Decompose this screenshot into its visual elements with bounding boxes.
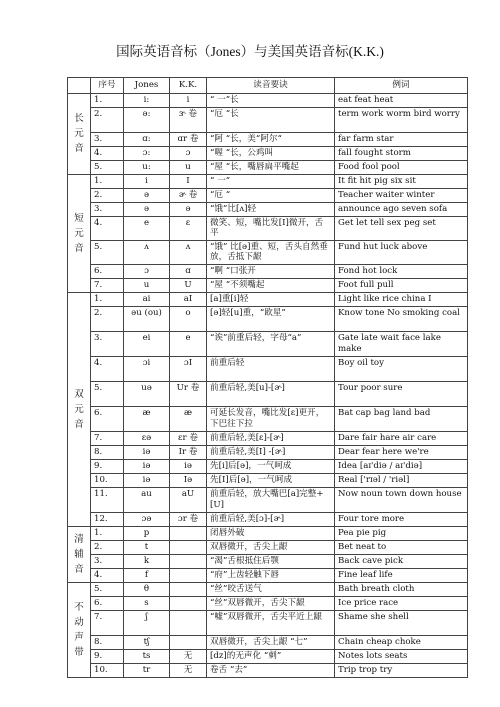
group-label [68,292,91,526]
row-number: 3. [91,554,124,568]
table-row [68,406,468,431]
kk-symbol: I [170,174,207,188]
jones-symbol: i: [124,93,170,107]
kk-symbol: i [170,93,207,107]
example-words: Boy oil toy [335,356,468,381]
kk-symbol: ə [170,202,207,216]
table-row [68,512,468,526]
table-row [68,240,468,264]
row-number: 7. [91,278,124,292]
row-number: 2. [91,540,124,554]
table-row [68,526,468,540]
header-row [68,78,468,94]
kk-symbol: Ir 卷 [170,445,207,459]
row-number: 7. [91,610,124,635]
kk-symbol [170,554,207,568]
table-row [68,188,468,202]
row-number: 4. [91,568,124,582]
kk-symbol: ʌ [170,240,207,264]
jones-symbol: t [124,540,170,554]
pronunciation-tip: [a]重[i]轻 [207,292,335,306]
group-label-text: 清辅音 [74,533,84,575]
example-words: Bet neat to [335,540,468,554]
kk-symbol: ɔ [170,146,207,160]
example-words: Bat cap bag land bad [335,406,468,431]
table-row [68,459,468,473]
group-label-text: 短元音 [74,212,84,254]
example-words: fall fought storm [335,146,468,160]
row-number: 8. [91,635,124,649]
example-words: Notes lots seats [335,649,468,663]
page-title: 国际英语音标（Jones）与美国英语音标(K.K.) [116,44,384,59]
pronunciation-tip: “ 一”长 [207,93,335,107]
kk-symbol: o [170,306,207,331]
table-row [68,202,468,216]
jones-symbol: ə [124,202,170,216]
example-words: far farm star [335,132,468,146]
group-label [68,174,91,292]
example-words: Foot full pull [335,278,468,292]
pronunciation-tip: “诶”前重后轻，字母“a” [207,331,335,356]
pronunciation-tip: 前重后轻 [207,356,335,381]
row-number: 6. [91,264,124,278]
table-row [68,635,468,649]
jones-symbol: iə [124,445,170,459]
row-number: 8. [91,445,124,459]
pronunciation-tip: 先[i]后[ə]，一气呵成 [207,459,335,473]
header-example: 例词 [335,78,468,94]
row-number: 4. [91,146,124,160]
jones-symbol: ts [124,649,170,663]
jones-symbol: ʌ [124,240,170,264]
example-words: Pea pie pig [335,526,468,540]
example-words: Dare fair hare air care [335,431,468,445]
pronunciation-tip: “丝”双唇微开，舌尖下龈 [207,596,335,610]
example-words: Know tone No smoking coal [335,306,468,331]
pronunciation-tip: 微笑、短，嘴比发[I]微开，舌平 [207,216,335,240]
pronunciation-tip: 双唇微开，舌尖上龈 “七” [207,635,335,649]
example-words: Now noun town down house [335,487,468,512]
pronunciation-tip: “喔 “长，公鸡叫 [207,146,335,160]
pronunciation-tip: “府”上齿轻触下唇 [207,568,335,582]
table-row [68,473,468,487]
example-words: Shame she shell [335,610,468,635]
jones-symbol: ɔə [124,512,170,526]
jones-symbol: ʃ [124,610,170,635]
kk-symbol [170,635,207,649]
jones-symbol: u: [124,160,170,174]
row-number: 11. [91,487,124,512]
kk-symbol: æ [170,406,207,431]
pronunciation-tip: 先[I]后[ə]，一气呵成 [207,473,335,487]
pronunciation-tip: “屋 “长，嘴唇扁平嘴起 [207,160,335,174]
table-row [68,93,468,107]
table-row [68,487,468,512]
kk-symbol: ɚ 卷 [170,188,207,202]
table-row [68,264,468,278]
kk-symbol: aI [170,292,207,306]
example-words: Gate late wait face lake make [335,331,468,356]
jones-symbol: au [124,487,170,512]
pronunciation-tip: “厄 “长 [207,107,335,132]
kk-symbol: U [170,278,207,292]
table-row [68,278,468,292]
jones-symbol: ei [124,331,170,356]
jones-symbol: æ [124,406,170,431]
row-number: 12. [91,512,124,526]
header-tip: 读音要诀 [207,78,335,94]
table-row [68,649,468,663]
example-words: Fine leaf life [335,568,468,582]
pronunciation-tip: “屋 “不须嘴起 [207,278,335,292]
example-words: Chain cheap choke [335,635,468,649]
kk-symbol: Iə [170,473,207,487]
table-row [68,306,468,331]
jones-symbol: s [124,596,170,610]
table-row [68,582,468,596]
row-number: 10. [91,663,124,677]
group-label-text: 双元音 [74,388,84,430]
pronunciation-tip: 卷舌 “去” [207,663,335,677]
pronunciation-tip: 前重后轻,美[I] -[ɚ] [207,445,335,459]
pronunciation-tip: “啊 “口张开 [207,264,335,278]
example-words: Bath breath cloth [335,582,468,596]
table-row [68,146,468,160]
jones-symbol: əu (ou) [124,306,170,331]
group-label [68,582,91,677]
pronunciation-tip: “渴”舌根抵住后颚 [207,554,335,568]
row-number: 1. [91,292,124,306]
kk-symbol: ɝ 卷 [170,107,207,132]
jones-symbol: e [124,216,170,240]
pronunciation-tip: [dz]的无声化 “刺” [207,649,335,663]
row-number: 6. [91,406,124,431]
table-row [68,596,468,610]
pronunciation-tip: 前重后轻,美[ɔ]-[ɚ] [207,512,335,526]
example-words: Get let tell sex peg set [335,216,468,240]
kk-symbol: ɑr 卷 [170,132,207,146]
row-number: 2. [91,306,124,331]
jones-symbol: u [124,278,170,292]
pronunciation-tip: 前重后轻,美[ɛ]-[ɚ] [207,431,335,445]
pronunciation-tip: “丝”咬舌送气 [207,582,335,596]
row-number: 2. [91,107,124,132]
row-number: 5. [91,381,124,406]
jones-symbol: tr [124,663,170,677]
example-words: Back cave pick [335,554,468,568]
kk-symbol [170,596,207,610]
row-number: 3. [91,132,124,146]
jones-symbol: iə [124,473,170,487]
table-row [68,174,468,188]
kk-symbol: ɔI [170,356,207,381]
example-words: term work worm bird worry [335,107,468,132]
kk-symbol: ɛ [170,216,207,240]
header-number: 序号 [91,78,124,94]
kk-symbol [170,610,207,635]
group-label [68,526,91,582]
kk-symbol: ɑ [170,264,207,278]
row-number: 4. [91,216,124,240]
table-row [68,568,468,582]
table-row [68,160,468,174]
pronunciation-tip: “嘘”双唇微开，舌尖平近上龈 [207,610,335,635]
pronunciation-tip: “阿 “长，美“阿尔“ [207,132,335,146]
example-words: Fund hut luck above [335,240,468,264]
example-words: Light like rice china I [335,292,468,306]
kk-symbol [170,526,207,540]
kk-symbol: u [170,160,207,174]
row-number: 9. [91,649,124,663]
group-label-text: 不动声带 [74,601,84,658]
row-number: 6. [91,596,124,610]
row-number: 7. [91,431,124,445]
pronunciation-tip: “饿”比[ʌ]轻 [207,202,335,216]
header-jones: Jones [124,78,170,94]
row-number: 4. [91,356,124,381]
table-row [68,445,468,459]
example-words: Teacher waiter winter [335,188,468,202]
jones-symbol: ə [124,188,170,202]
jones-symbol: tʃ [124,635,170,649]
kk-symbol: Ur 卷 [170,381,207,406]
header-group [68,78,91,94]
row-number: 9. [91,459,124,473]
row-number: 5. [91,160,124,174]
table-row [68,107,468,132]
jones-symbol: iə [124,459,170,473]
jones-symbol: θ [124,582,170,596]
pronunciation-tip: “ 一” [207,174,335,188]
group-label [68,93,91,174]
row-number: 10. [91,473,124,487]
kk-symbol: e [170,331,207,356]
table-row [68,132,468,146]
kk-symbol [170,540,207,554]
row-number: 3. [91,202,124,216]
kk-symbol [170,582,207,596]
phonetic-table [67,77,468,678]
example-words: Four tore more [335,512,468,526]
row-number: 1. [91,93,124,107]
kk-symbol: ɔr 卷 [170,512,207,526]
example-words: Tour poor sure [335,381,468,406]
jones-symbol: k [124,554,170,568]
group-label-text: 长元音 [74,113,84,155]
example-words: eat feat heat [335,93,468,107]
example-words: It fit hit pig six sit [335,174,468,188]
example-words: Real ['rɪəl / 'riəl] [335,473,468,487]
example-words: Dear fear here we're [335,445,468,459]
table-row [68,663,468,677]
jones-symbol: ɔ: [124,146,170,160]
row-number: 5. [91,582,124,596]
example-words: Food fool pool [335,160,468,174]
example-words: Trip trop try [335,663,468,677]
jones-symbol: ə: [124,107,170,132]
example-words: announce ago seven sofa [335,202,468,216]
jones-symbol: ɔi [124,356,170,381]
table-row [68,381,468,406]
jones-symbol: p [124,526,170,540]
row-number: 5. [91,240,124,264]
jones-symbol: ɑ: [124,132,170,146]
table-row [68,431,468,445]
pronunciation-tip: “饿” 比[ə]重、短，舌头自然垂放，舌抵下龈 [207,240,335,264]
pronunciation-tip: [ə]轻[u]重，“欧星” [207,306,335,331]
table-row [68,216,468,240]
row-number: 1. [91,174,124,188]
pronunciation-tip: 前重后轻,美[u]-[ɚ] [207,381,335,406]
table-row [68,356,468,381]
pronunciation-tip: “厄 “ [207,188,335,202]
kk-symbol: iə [170,459,207,473]
kk-symbol: 无 [170,663,207,677]
row-number: 3. [91,331,124,356]
jones-symbol: i [124,174,170,188]
kk-symbol: aU [170,487,207,512]
row-number: 2. [91,188,124,202]
example-words: Ice price race [335,596,468,610]
table-row [68,540,468,554]
pronunciation-tip: 双唇微开，舌尖上龈 [207,540,335,554]
pronunciation-tip: 闭唇外破 [207,526,335,540]
jones-symbol: ɔ [124,264,170,278]
table-row [68,331,468,356]
example-words: Idea [aɪ'diə / aɪ'diə] [335,459,468,473]
table-row [68,554,468,568]
jones-symbol: f [124,568,170,582]
kk-symbol: ɛr 卷 [170,431,207,445]
header-kk: K.K. [170,78,207,94]
pronunciation-tip: 可延长发音，嘴比发[ɛ]更开，下巴往下拉 [207,406,335,431]
row-number: 1. [91,526,124,540]
kk-symbol [170,568,207,582]
table-row [68,610,468,635]
table-row [68,292,468,306]
kk-symbol: 无 [170,649,207,663]
pronunciation-tip: 前重后轻，放大嘴巴[a]完整+[U] [207,487,335,512]
jones-symbol: ɛə [124,431,170,445]
jones-symbol: ai [124,292,170,306]
jones-symbol: uə [124,381,170,406]
example-words: Fond hot lock [335,264,468,278]
